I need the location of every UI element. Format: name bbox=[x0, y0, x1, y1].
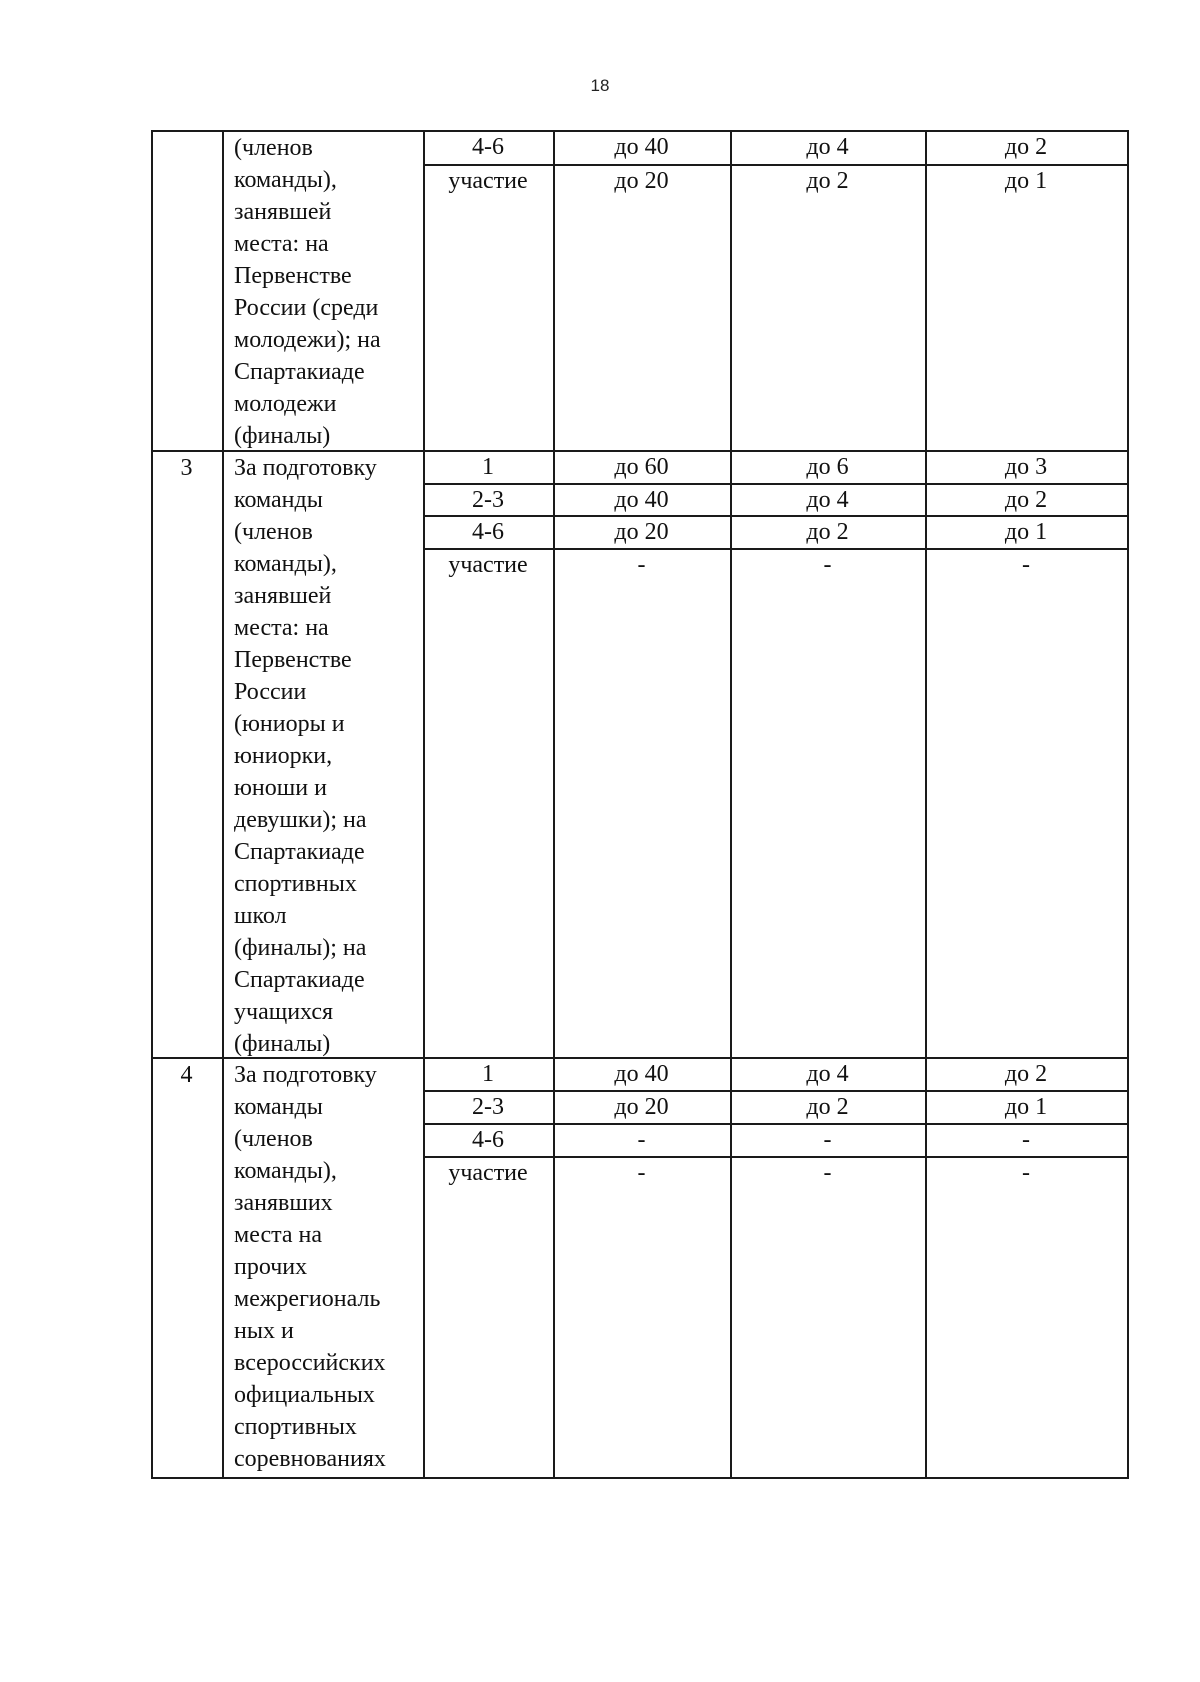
value-cell: до 40 bbox=[614, 487, 669, 513]
description-line: Первенстве bbox=[234, 647, 352, 673]
table-border-vertical bbox=[925, 130, 927, 1479]
row-description bbox=[234, 452, 377, 1060]
value-cell: до 6 bbox=[806, 454, 849, 480]
value-cell: до 4 bbox=[806, 134, 849, 160]
value-cell: - bbox=[1022, 1160, 1030, 1186]
table-border-vertical bbox=[553, 130, 555, 1479]
table-border-vertical bbox=[1127, 130, 1129, 1479]
place-cell: 4-6 bbox=[472, 134, 504, 160]
place-cell: участие bbox=[448, 1160, 528, 1186]
row-number: 4 bbox=[180, 1062, 193, 1088]
description-line: занявшей bbox=[234, 583, 332, 609]
description-line: (финалы); на bbox=[234, 935, 367, 961]
description-line: спортивных bbox=[234, 1414, 357, 1440]
description-line: (финалы) bbox=[234, 423, 331, 449]
place-cell: участие bbox=[448, 168, 528, 194]
place-cell: 1 bbox=[482, 454, 494, 480]
description-line: юниорки, bbox=[234, 743, 333, 769]
row-description bbox=[234, 132, 381, 452]
value-cell: до 1 bbox=[1004, 519, 1048, 545]
description-line: (юниоры и bbox=[234, 711, 345, 737]
place-cell: 1 bbox=[482, 1061, 494, 1087]
description-line: России bbox=[234, 679, 307, 705]
description-line: спортивных bbox=[234, 871, 357, 897]
place-cell: участие bbox=[448, 552, 528, 578]
description-line: школ bbox=[234, 903, 287, 929]
description-line: команды), bbox=[234, 551, 337, 577]
description-line: (членов bbox=[234, 1126, 313, 1152]
place-cell: 2-3 bbox=[472, 487, 504, 513]
value-cell: - bbox=[1022, 552, 1030, 578]
value-cell: до 2 bbox=[806, 1094, 849, 1120]
description-line: всероссийских bbox=[234, 1350, 386, 1376]
description-line: занявшей bbox=[234, 199, 332, 225]
description-line: Спартакиаде bbox=[234, 967, 365, 993]
description-line: России (среди bbox=[234, 295, 379, 321]
description-line: команды bbox=[234, 487, 323, 513]
description-line: команды), bbox=[234, 167, 337, 193]
description-line: За подготовку bbox=[234, 1062, 377, 1088]
description-line: молодежи bbox=[234, 391, 337, 417]
description-line: девушки); на bbox=[234, 807, 367, 833]
table-border-bottom bbox=[151, 1477, 1129, 1479]
description-line: Спартакиаде bbox=[234, 839, 365, 865]
value-cell: до 2 bbox=[1004, 1061, 1048, 1087]
place-cell: 4-6 bbox=[472, 519, 504, 545]
value-cell: до 20 bbox=[614, 1094, 669, 1120]
value-cell: до 20 bbox=[614, 168, 669, 194]
description-line: команды), bbox=[234, 1158, 337, 1184]
value-cell: до 60 bbox=[614, 454, 669, 480]
value-cell: до 1 bbox=[1004, 168, 1048, 194]
description-line: места: на bbox=[234, 231, 329, 257]
description-line: команды bbox=[234, 1094, 323, 1120]
description-line: места на bbox=[234, 1222, 323, 1248]
value-cell: до 3 bbox=[1004, 454, 1048, 480]
description-line: межрегиональ bbox=[234, 1286, 381, 1312]
place-cell: 2-3 bbox=[472, 1094, 504, 1120]
table-border-vertical bbox=[730, 130, 732, 1479]
value-cell: до 1 bbox=[1004, 1094, 1048, 1120]
description-line: учащихся bbox=[234, 999, 334, 1025]
value-cell: - bbox=[637, 1160, 646, 1186]
value-cell: до 2 bbox=[806, 168, 849, 194]
description-line: ных и bbox=[234, 1318, 294, 1344]
description-line: официальных bbox=[234, 1382, 375, 1408]
description-line: (членов bbox=[234, 519, 313, 545]
value-cell: до 40 bbox=[614, 1061, 669, 1087]
value-cell: - bbox=[823, 552, 832, 578]
value-cell: - bbox=[637, 1127, 646, 1153]
description-line: молодежи); на bbox=[234, 327, 381, 353]
page-number: 18 bbox=[590, 76, 610, 95]
description-line: занявших bbox=[234, 1190, 333, 1216]
description-line: (членов bbox=[234, 135, 313, 161]
value-cell: до 2 bbox=[806, 519, 849, 545]
description-line: места: на bbox=[234, 615, 329, 641]
description-line: Спартакиаде bbox=[234, 359, 365, 385]
description-line: За подготовку bbox=[234, 455, 377, 481]
value-cell: до 4 bbox=[806, 487, 849, 513]
value-cell: - bbox=[637, 552, 646, 578]
description-line: (финалы) bbox=[234, 1031, 331, 1057]
description-line: Первенстве bbox=[234, 263, 352, 289]
description-line: юноши и bbox=[234, 775, 327, 801]
value-cell: до 20 bbox=[614, 519, 669, 545]
value-cell: до 4 bbox=[806, 1061, 849, 1087]
table-border-vertical bbox=[151, 130, 153, 1479]
description-line: соревнованиях bbox=[234, 1446, 386, 1472]
row-description bbox=[234, 1059, 386, 1475]
description-line: прочих bbox=[234, 1254, 308, 1280]
value-cell: до 40 bbox=[614, 134, 669, 160]
row-number: 3 bbox=[180, 455, 193, 481]
value-cell: до 2 bbox=[1004, 487, 1048, 513]
value-cell: - bbox=[823, 1127, 832, 1153]
place-cell: 4-6 bbox=[472, 1127, 504, 1153]
table-border-vertical bbox=[423, 130, 425, 1479]
value-cell: - bbox=[1022, 1127, 1030, 1153]
value-cell: - bbox=[823, 1160, 832, 1186]
table-border-vertical bbox=[222, 130, 224, 1479]
value-cell: до 2 bbox=[1004, 134, 1048, 160]
